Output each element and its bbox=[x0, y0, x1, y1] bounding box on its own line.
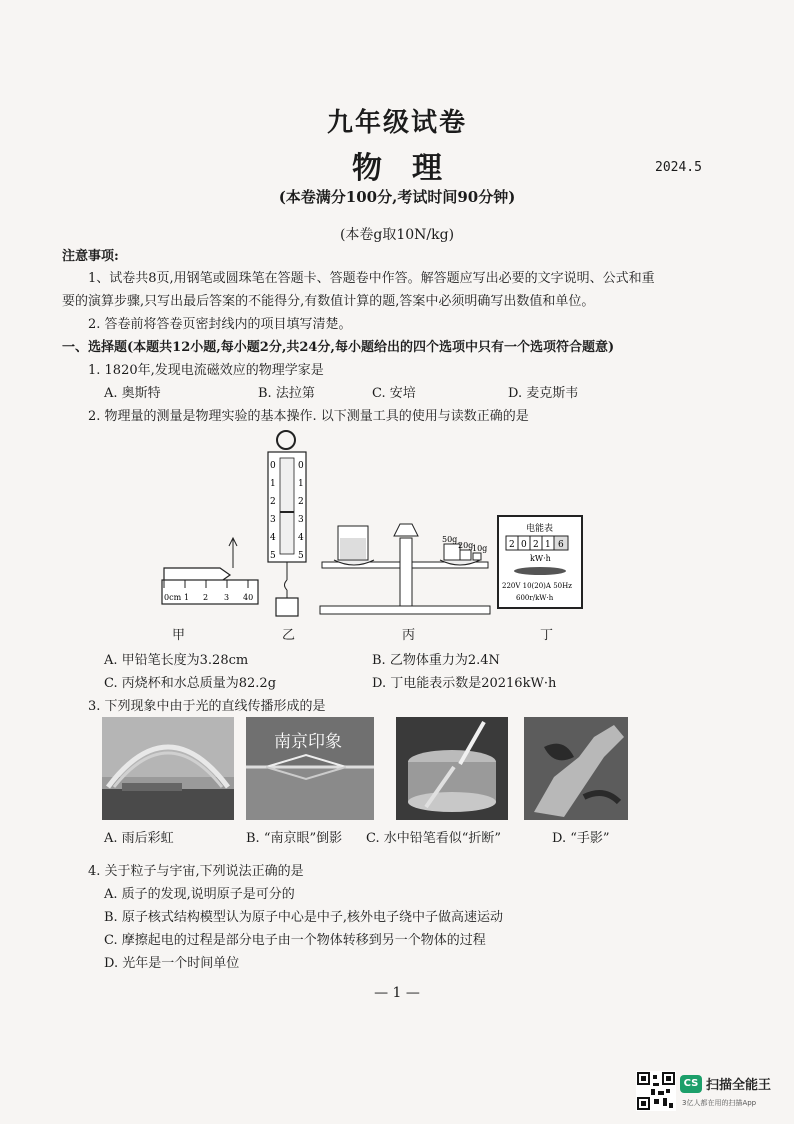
q2-stem: 2. 物理量的测量是物理实验的基本操作. 以下测量工具的使用与读数正确的是 bbox=[88, 409, 529, 424]
svg-text:kW·h: kW·h bbox=[530, 554, 551, 563]
q3-stem: 3. 下列现象中由于光的直线传播形成的是 bbox=[88, 699, 326, 714]
svg-text:6: 6 bbox=[558, 540, 564, 550]
notes-line-1: 1、试卷共8页,用钢笔或圆珠笔在答题卡、答题卷中作答。解答题应写出必要的文字说明、公式和重 bbox=[88, 271, 655, 286]
pencil-in-water-photo bbox=[396, 717, 508, 820]
nanjing-eye-photo bbox=[246, 717, 374, 820]
svg-text:2: 2 bbox=[270, 497, 276, 507]
ruler-tick-label: 0cm bbox=[164, 593, 182, 602]
q1-option-a: A. 奥斯特 bbox=[104, 386, 161, 401]
figure-label-jia: 甲 bbox=[172, 628, 186, 643]
svg-text:2: 2 bbox=[509, 540, 515, 550]
q4-option-d: D. 光年是一个时间单位 bbox=[104, 956, 240, 971]
q1-option-c: C. 安培 bbox=[372, 386, 416, 401]
q2-option-c: C. 丙烧杯和水总质量为82.2g bbox=[104, 676, 277, 691]
q4-stem: 4. 关于粒子与宇宙,下列说法正确的是 bbox=[88, 864, 304, 879]
svg-text:220V 10(20)A 50Hz: 220V 10(20)A 50Hz bbox=[502, 582, 572, 590]
exam-date: 2024.5 bbox=[655, 160, 702, 175]
q2-option-d: D. 丁电能表示数是20216kW·h bbox=[372, 676, 557, 691]
q1-option-b: B. 法拉第 bbox=[258, 386, 315, 401]
svg-text:0: 0 bbox=[521, 540, 527, 550]
ruler-tick-label: 40 bbox=[243, 593, 254, 602]
q3-option-d: D. “手影” bbox=[552, 831, 610, 846]
camscanner-logo-icon: CS bbox=[680, 1075, 702, 1093]
q4-option-c: C. 摩擦起电的过程是部分电子由一个物体转移到另一个物体的过程 bbox=[104, 933, 486, 948]
q3-option-a: A. 雨后彩虹 bbox=[104, 831, 174, 846]
qr-code-icon bbox=[636, 1071, 676, 1111]
q2-option-b: B. 乙物体重力为2.4N bbox=[372, 653, 500, 668]
spring-scale-figure bbox=[268, 431, 306, 616]
q3-option-b: B. “南京眼”倒影 bbox=[246, 831, 343, 846]
electricity-meter-figure bbox=[498, 516, 582, 608]
svg-text:1: 1 bbox=[270, 479, 276, 489]
svg-text:2: 2 bbox=[298, 497, 304, 507]
svg-text:0: 0 bbox=[298, 461, 304, 471]
hand-shadow-photo bbox=[524, 717, 628, 820]
svg-text:1: 1 bbox=[545, 540, 551, 550]
notes-line-2: 要的演算步骤,只写出最后答案的不能得分,有数值计算的题,答案中必须明确写出数值和单位。 bbox=[62, 294, 595, 309]
hanging-weight bbox=[276, 598, 298, 616]
ruler-tick-label: 3 bbox=[224, 593, 230, 602]
notes-heading: 注意事项: bbox=[62, 249, 119, 264]
subject-title: 物理 bbox=[352, 151, 472, 186]
svg-text:10g: 10g bbox=[472, 544, 488, 553]
svg-text:5: 5 bbox=[270, 551, 276, 561]
scanner-app-name: 扫描全能王 bbox=[706, 1078, 772, 1093]
rainbow-photo bbox=[102, 717, 234, 820]
svg-text:4: 4 bbox=[270, 533, 276, 543]
ruler-tick-label: 2 bbox=[203, 593, 209, 602]
svg-text:3: 3 bbox=[298, 515, 304, 525]
measurement-tools-figure bbox=[150, 428, 590, 620]
q4-option-a: A. 质子的发现,说明原子是可分的 bbox=[104, 887, 295, 902]
svg-text:5: 5 bbox=[298, 551, 304, 561]
svg-text:20g: 20g bbox=[458, 541, 474, 550]
svg-text:600r/kW·h: 600r/kW·h bbox=[516, 594, 554, 602]
svg-text:4: 4 bbox=[298, 533, 304, 543]
figure-label-yi: 乙 bbox=[282, 628, 296, 643]
figure-label-bing: 丙 bbox=[402, 628, 416, 643]
meter-title: 电能表 bbox=[526, 524, 554, 534]
balance-figure bbox=[320, 524, 490, 614]
page-number: — 1 — bbox=[374, 985, 420, 1001]
svg-text:2: 2 bbox=[533, 540, 539, 550]
photo-caption-text: 南京印象 bbox=[274, 732, 342, 752]
gravity-note: (本卷g取10N/kg) bbox=[339, 227, 455, 243]
exam-title: 九年级试卷 bbox=[326, 108, 467, 138]
q3-option-c: C. 水中铅笔看似“折断” bbox=[366, 831, 502, 846]
ruler-figure bbox=[162, 538, 258, 604]
q4-option-b: B. 原子核式结构模型认为原子中心是中子,核外电子绕中子做高速运动 bbox=[104, 910, 503, 925]
scanner-tagline: 3亿人都在用的扫描App bbox=[682, 1099, 757, 1107]
q1-option-d: D. 麦克斯韦 bbox=[508, 386, 579, 401]
section-heading: 一、选择题(本题共12小题,每小题2分,共24分,每小题给出的四个选项中只有一个选项符合题意) bbox=[62, 340, 615, 355]
svg-text:50g: 50g bbox=[442, 535, 458, 544]
q2-option-a: A. 甲铅笔长度为3.28cm bbox=[104, 653, 249, 668]
svg-text:3: 3 bbox=[270, 515, 276, 525]
svg-text:0: 0 bbox=[270, 461, 276, 471]
q1-stem: 1. 1820年,发现电流磁效应的物理学家是 bbox=[88, 363, 324, 378]
svg-text:1: 1 bbox=[298, 479, 304, 489]
notes-line-3: 2. 答卷前将答卷页密封线内的项目填写清楚。 bbox=[88, 317, 352, 332]
figure-label-ding: 丁 bbox=[540, 628, 554, 643]
ruler-tick-label: 1 bbox=[184, 593, 190, 602]
score-info: (本卷满分100分,考试时间90分钟) bbox=[278, 188, 516, 206]
